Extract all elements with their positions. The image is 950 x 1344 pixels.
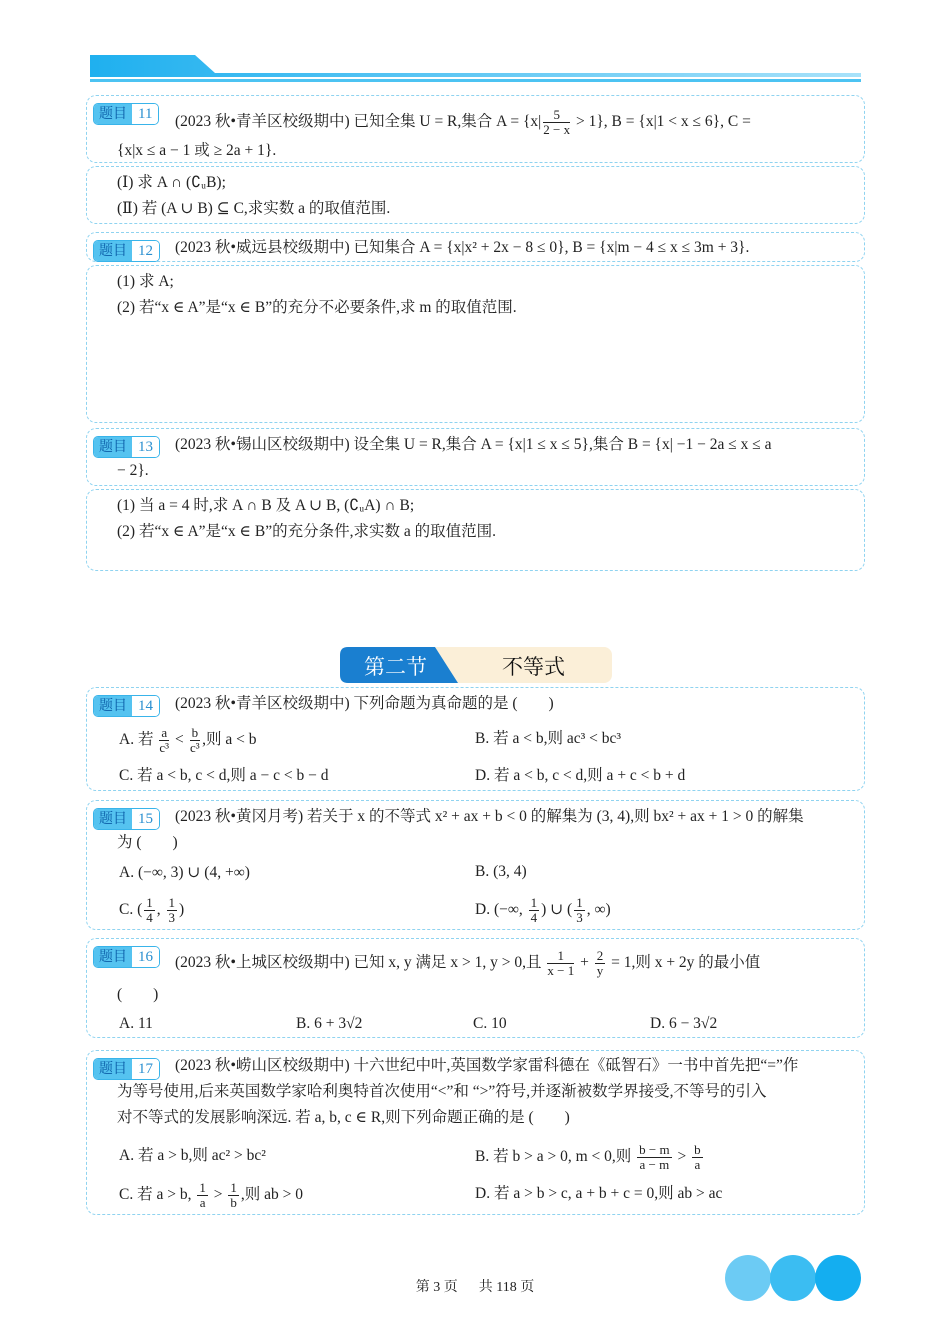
text: (2023 秋•崂山区校级期中) 十六世纪中叶,英国数学家雷科德在《砥智石》一书中首先把“=”作 <box>175 1057 799 1074</box>
numerator: 1 <box>576 895 583 910</box>
fraction <box>595 949 606 978</box>
text: + <box>576 954 593 972</box>
numerator: 1 <box>230 1180 237 1195</box>
numerator: 1 <box>168 895 175 910</box>
question-number: 11 <box>132 104 158 124</box>
text: (2023 秋•青羊区校级期中) 已知全集 U = R,集合 A = {x| <box>175 113 542 131</box>
option-D[interactable] <box>475 1181 722 1203</box>
option-B[interactable] <box>475 863 527 881</box>
question-tag <box>93 240 160 262</box>
denominator: y <box>596 963 604 978</box>
denominator: 3 <box>168 910 175 925</box>
tag-label: 题目 <box>94 1059 132 1079</box>
text: D. 若 a > b > c, a + b + c = 0,则 ab > ac <box>475 1185 723 1202</box>
text: {x|x ≤ a − 1 或 ≥ 2a + 1}. <box>117 142 277 159</box>
fraction <box>547 949 574 978</box>
text: (2023 秋•上城区校级期中) 已知 x, y 满足 x > 1, y > 0,且 <box>175 954 546 972</box>
question-stem-line <box>117 833 852 853</box>
question-number: 13 <box>132 437 159 457</box>
question-16 <box>86 938 865 1038</box>
question-number: 16 <box>132 947 159 967</box>
question-stem-line <box>175 435 852 455</box>
sub-question: (Ⅰ) 求 A ∩ (∁ᵤB); <box>117 174 226 191</box>
text: C. ( <box>119 901 143 919</box>
numerator: b <box>191 725 199 740</box>
question-stem-line <box>117 141 852 161</box>
sub-question: (Ⅱ) 若 (A ∪ B) ⊆ C,求实数 a 的取值范围. <box>117 200 391 217</box>
question-number: 17 <box>132 1059 159 1079</box>
option-A[interactable] <box>119 863 250 882</box>
sub-question: (1) 当 a = 4 时,求 A ∩ B 及 A ∪ B, (∁ᵤA) ∩ B; <box>117 497 415 514</box>
question-tag <box>93 436 160 458</box>
text: D. 6 − 3√2 <box>650 1015 718 1032</box>
text: ( ) <box>117 986 159 1003</box>
option-C[interactable] <box>119 1181 303 1210</box>
numerator: 2 <box>596 948 604 963</box>
section-title: 不等式 <box>502 655 565 679</box>
section-header <box>340 647 612 683</box>
denominator: c³ <box>159 740 170 755</box>
text: 对不等式的发展影响深远. 若 a, b, c ∈ R,则下列命题正确的是 ( ) <box>117 1109 570 1126</box>
text: (2023 秋•威远县校级期中) 已知集合 A = {x|x² + 2x − 8 ≤ 0}, B = {x|m − 4 ≤ x ≤ 3m + 3}. <box>175 239 750 256</box>
denominator: 3 <box>576 910 583 925</box>
question-stem-line <box>175 238 852 258</box>
option-A[interactable] <box>119 1015 153 1033</box>
fraction <box>692 1143 703 1172</box>
fraction <box>543 108 570 137</box>
text: , ∞) <box>586 901 611 919</box>
fraction <box>144 896 155 925</box>
denominator: 4 <box>530 910 538 925</box>
fraction <box>529 896 540 925</box>
option-B[interactable] <box>475 726 621 748</box>
denominator: c³ <box>190 740 200 755</box>
page-number: 第 3 页 <box>415 1280 458 1295</box>
option-B[interactable] <box>475 1143 705 1172</box>
denominator: x − 1 <box>547 963 575 978</box>
question-tag <box>93 103 159 125</box>
tag-label: 题目 <box>94 696 132 716</box>
question-tag <box>93 946 160 968</box>
option-C[interactable] <box>119 896 184 925</box>
decor-circle <box>770 1255 816 1301</box>
question-number: 14 <box>132 696 159 716</box>
section-number: 第二节 <box>364 655 427 679</box>
text: ) ∪ ( <box>541 901 573 919</box>
sub-question: (2) 若“x ∈ A”是“x ∈ B”的充分条件,求实数 a 的取值范围. <box>117 523 496 540</box>
question-15 <box>86 800 865 930</box>
numerator: 1 <box>547 949 574 964</box>
tag-label: 题目 <box>94 809 132 829</box>
text: = 1,则 x + 2y 的最小值 <box>607 954 761 972</box>
denominator: 4 <box>146 910 153 925</box>
fraction <box>197 1181 208 1210</box>
option-B[interactable] <box>296 1015 362 1033</box>
text: (2023 秋•青羊区校级期中) 下列命题为真命题的是 ( ) <box>175 695 554 712</box>
denominator: a − m <box>639 1157 670 1172</box>
numerator: a <box>161 725 168 740</box>
text: A. 11 <box>119 1015 153 1032</box>
question-stem-line <box>175 949 852 978</box>
question-11-parts <box>86 166 865 224</box>
header-banner <box>90 55 861 82</box>
numerator: b <box>694 1142 701 1157</box>
numerator: 5 <box>543 108 570 123</box>
text: B. (3, 4) <box>475 863 527 880</box>
numerator: 1 <box>199 1180 206 1195</box>
question-14 <box>86 687 865 791</box>
denominator: b <box>230 1195 237 1210</box>
question-stem-line <box>117 1082 852 1102</box>
question-stem-line <box>175 1056 852 1076</box>
text: − 2}. <box>117 462 149 479</box>
text: < <box>171 731 188 749</box>
question-17 <box>86 1050 865 1215</box>
denominator: a <box>199 1195 206 1210</box>
tag-label: 题目 <box>94 947 132 967</box>
question-11 <box>86 95 865 163</box>
text: B. 6 + 3√2 <box>296 1015 363 1032</box>
sub-question: (2) 若“x ∈ A”是“x ∈ B”的充分不必要条件,求 m 的取值范围. <box>117 299 517 316</box>
text: > 1}, B = {x|1 < x ≤ 6}, C = <box>572 113 751 131</box>
text: ) <box>179 901 185 919</box>
question-stem-line <box>117 461 852 481</box>
question-stem-line <box>175 694 852 714</box>
denominator: a <box>694 1157 701 1172</box>
question-stem-line <box>175 108 852 137</box>
question-tag <box>93 695 160 717</box>
option-D[interactable] <box>475 763 685 785</box>
page-total: 共 118 页 <box>478 1280 535 1295</box>
text: C. 若 a > b, <box>119 1186 196 1204</box>
fraction <box>159 726 169 755</box>
text: D. (−∞, <box>475 901 527 919</box>
option-C[interactable] <box>473 1015 507 1033</box>
tag-label: 题目 <box>94 241 132 261</box>
question-number: 15 <box>132 809 159 829</box>
text: B. 若 b > a > 0, m < 0,则 <box>475 1148 636 1166</box>
question-13 <box>86 428 865 486</box>
option-D[interactable] <box>650 1015 717 1033</box>
question-12 <box>86 232 865 262</box>
option-A[interactable] <box>119 1143 266 1165</box>
question-tag <box>93 1058 160 1080</box>
option-A[interactable] <box>119 726 256 755</box>
question-tag <box>93 808 160 830</box>
text: D. 若 a < b, c < d,则 a + c < b + d <box>475 767 686 784</box>
text: > <box>209 1186 227 1204</box>
fraction <box>637 1143 671 1172</box>
text: A. 若 a > b,则 ac² > bc² <box>119 1147 266 1164</box>
option-D[interactable] <box>475 896 611 925</box>
text: C. 10 <box>473 1015 507 1032</box>
tag-label: 题目 <box>94 104 132 124</box>
decor-circle <box>725 1255 771 1301</box>
decor-circle <box>815 1255 861 1301</box>
fraction <box>228 1181 239 1210</box>
fraction <box>574 896 585 925</box>
sub-question: (1) 求 A; <box>117 273 174 290</box>
text: (2023 秋•锡山区校级期中) 设全集 U = R,集合 A = {x|1 ≤ x ≤ 5},集合 B = {x| −1 − 2a ≤ x ≤ a <box>175 436 772 453</box>
question-12-parts <box>86 265 865 423</box>
text: ,则 a < b <box>202 731 257 749</box>
question-stem-line <box>175 807 852 827</box>
fraction <box>167 896 178 925</box>
text: , <box>156 901 165 919</box>
tag-label: 题目 <box>94 437 132 457</box>
text: 为 ( ) <box>117 834 178 851</box>
fraction <box>190 726 201 755</box>
question-number: 12 <box>132 241 159 261</box>
question-stem-line <box>117 985 852 1005</box>
text: (2023 秋•黄冈月考) 若关于 x 的不等式 x² + ax + b < 0 的解集为 (3, 4),则 bx² + ax + 1 > 0 的解集 <box>175 808 804 825</box>
denominator: 2 − x <box>543 122 571 137</box>
text: B. 若 a < b,则 ac³ < bc³ <box>475 730 622 747</box>
text: > <box>673 1148 691 1166</box>
numerator: b − m <box>639 1142 670 1157</box>
question-stem-line <box>117 1108 852 1128</box>
text: 为等号使用,后来英国数学家哈利奥特首次使用“<”和 “>”符号,并逐渐被数学界接受,不等号的引入 <box>117 1083 767 1100</box>
question-13-parts <box>86 489 865 571</box>
text: A. 若 <box>119 731 158 749</box>
numerator: 1 <box>530 895 538 910</box>
numerator: 1 <box>146 895 153 910</box>
text: ,则 ab > 0 <box>240 1186 303 1204</box>
text: C. 若 a < b, c < d,则 a − c < b − d <box>119 767 329 784</box>
option-C[interactable] <box>119 763 328 785</box>
text: A. (−∞, 3) ∪ (4, +∞) <box>119 864 250 881</box>
